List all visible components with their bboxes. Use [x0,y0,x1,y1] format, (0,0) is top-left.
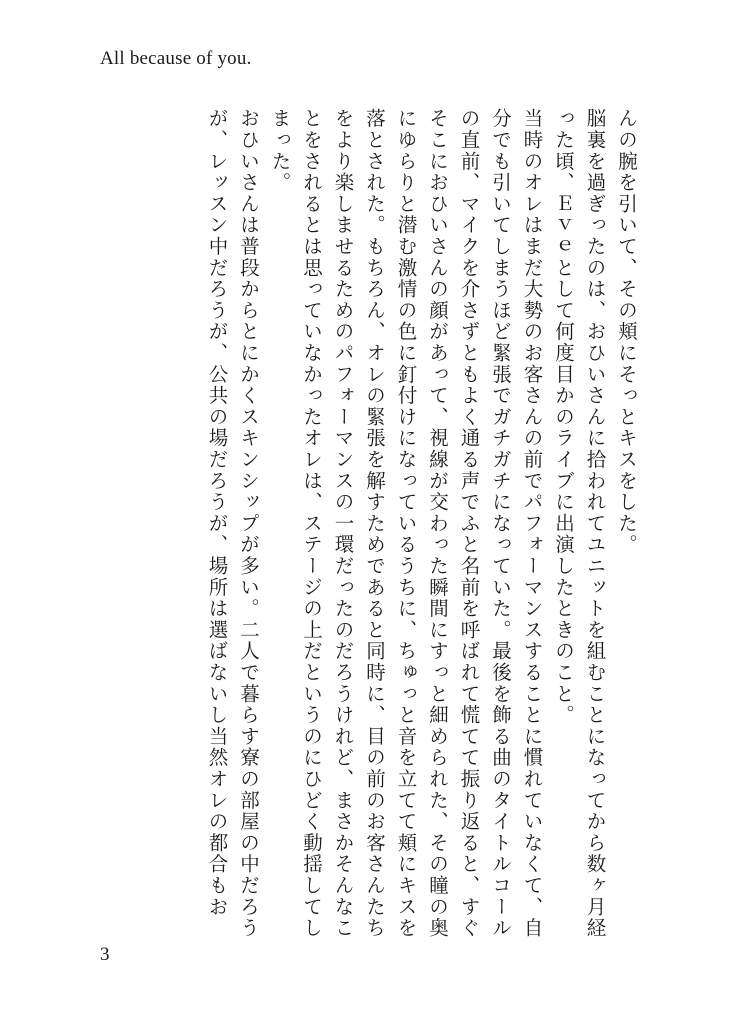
paragraph-4: おひいさんは普段からとにかくスキンシップが多い。二人で暮らす寮の部屋の中だろうが、レッスン中だろうが、公共の場だろうが、場所は選ばないし当然オレの都合もお [205,108,260,939]
running-header-title: All because of you. [100,48,252,69]
paragraph-1: んの腕を引いて、その頬にそっとキスをした。 [615,108,638,556]
paragraph-2: 脳裏を過ぎったのは、おひいさんに拾われてユニットを組むことになってから数ヶ月経った頃、Ｅｖｅとして何度目かのライブに出演したときのこと。 [552,108,607,939]
vertical-body-text [82,108,642,948]
paragraph-3: 当時のオレはまだ大勢のお客さんの前でパフォーマンスすることに慣れていなくて、自分でも引いてしまうほど緊張でガチガチになっていた。最後を飾る曲のタイトルコールの直前、マイクを介さずともよく通る声でふと名前を呼ばれて慌てて振り返ると、すぐそこにおひいさんの顔があって、視線が交わった瞬間にすっと細められた、その瞳の奥にゆらりと潜む激情の色に釘付けになっているうちに、ちゅっと音を立てて頬にキスを落とされた。もちろん、オレの緊張を解すためであると同時に、目の前のお客さんたちをより楽しませるためのパフォーマンスの一環だったのだろうけれど、まさかそんなことをされるとは思っていなかったオレは、ステージの上だというのにひどく動揺してしまった。 [268,108,544,939]
page-number: 3 [100,944,110,965]
